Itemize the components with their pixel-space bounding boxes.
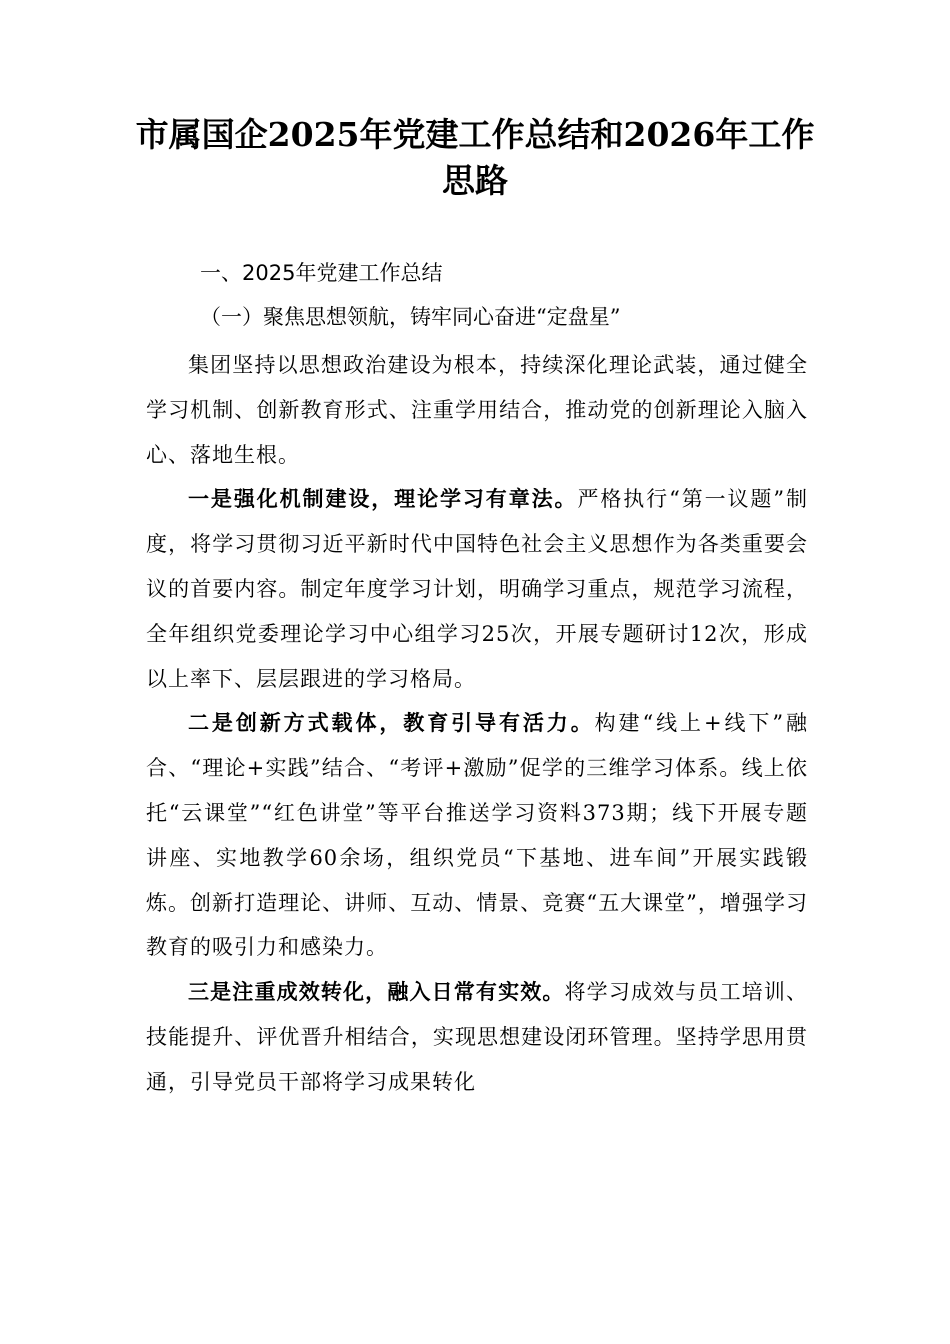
document-title: 市属国企2025年党建工作总结和2026年工作思路 (135, 115, 815, 200)
paragraph-intro (146, 343, 808, 477)
subsection-heading: （一）聚焦思想领航，铸牢同心奋进“定盘星” (200, 305, 621, 329)
paragraph-innovation (146, 701, 808, 970)
paragraph-text: 集团坚持以思想政治建设为根本，持续深化理论武装，通过健全学习机制、创新教育形式、注重学用结合，推动党的创新理论入脑入心、落地生根。 (146, 353, 808, 467)
paragraph-text: 严格执行“第一议题”制度，将学习贯彻习近平新时代中国特色社会主义思想作为各类重要会议的首要内容。制定年度学习计划，明确学习重点，规范学习流程，全年组织党委理论学习中心组学习25次，开展专题研讨12次，形成以上率下、层层跟进的学习格局。 (146, 487, 808, 691)
paragraph-text: 将学习成效与员工培训、技能提升、评优晋升相结合，实现思想建设闭环管理。坚持学思用贯通，引导党员干部将学习成果转化 (146, 980, 809, 1094)
section-heading: 一、2025年党建工作总结 (200, 261, 443, 285)
paragraph-lead: 一是强化机制建设，理论学习有章法。 (188, 487, 578, 512)
paragraph-lead: 二是创新方式载体，教育引导有活力。 (188, 711, 595, 736)
document-body (146, 343, 808, 1105)
paragraph-mechanism (146, 477, 808, 701)
paragraph-lead: 三是注重成效转化，融入日常有实效。 (188, 980, 565, 1005)
paragraph-text: 构建“线上+线下”融合、“理论+实践”结合、“考评+激励”促学的三维学习体系。线上依托“云课堂”“红色讲堂”等平台推送学习资料373期；线下开展专题讲座、实地教学60余场，组织党员“下基地、进车间”开展实践锻炼。创新打造理论、讲师、互动、情景、竞赛“五大课堂”，增强学习教育的吸引力和感染力。 (146, 711, 808, 960)
paragraph-effectiveness (146, 970, 808, 1104)
